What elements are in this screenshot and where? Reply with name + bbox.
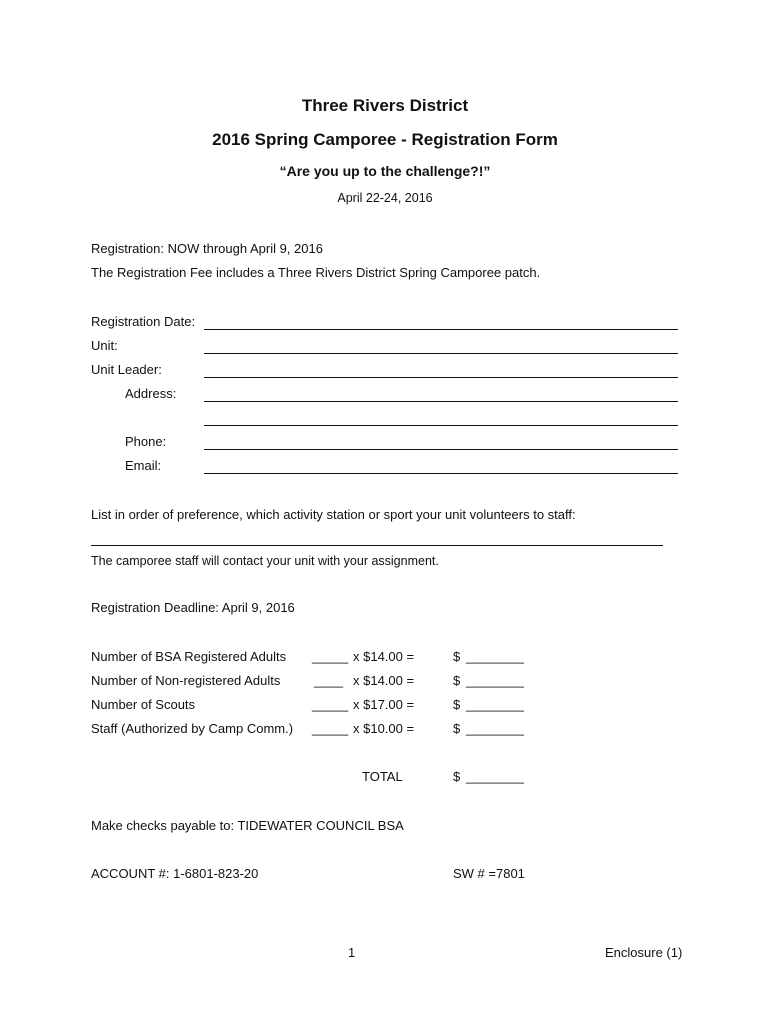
total-label: TOTAL	[362, 769, 403, 784]
sw-number: SW # =7801	[453, 866, 525, 881]
dollar-sign: $	[453, 649, 461, 664]
unit-label: Unit:	[91, 338, 118, 353]
fee-rate: x $17.00 =	[353, 697, 415, 712]
fee-note: The Registration Fee includes a Three Rivers District Spring Camporee patch.	[91, 265, 541, 280]
quantity-blank[interactable]: _____	[312, 697, 349, 712]
registration-deadline: Registration Deadline: April 9, 2016	[91, 600, 295, 615]
total-amount-blank[interactable]: ________	[466, 769, 524, 784]
fee-rate: x $14.00 =	[353, 673, 415, 688]
registration-date-label: Registration Date:	[91, 314, 196, 329]
payable-to: Make checks payable to: TIDEWATER COUNCIL BSA	[91, 818, 404, 833]
unit-leader-label: Unit Leader:	[91, 362, 162, 377]
form-title: 2016 Spring Camporee - Registration Form	[212, 130, 558, 149]
total-dollar-sign: $	[453, 769, 461, 784]
district-title: Three Rivers District	[301, 96, 469, 115]
enclosure-label: Enclosure (1)	[605, 945, 683, 960]
assignment-note: The camporee staff will contact your unit with your assignment.	[91, 554, 439, 568]
fee-label: Number of BSA Registered Adults	[91, 649, 287, 664]
quantity-blank[interactable]: ____	[314, 673, 343, 688]
fee-label: Number of Scouts	[91, 697, 196, 712]
quantity-blank[interactable]: _____	[312, 649, 349, 664]
dollar-sign: $	[453, 697, 461, 712]
address-label: Address:	[125, 386, 177, 401]
registration-period: Registration: NOW through April 9, 2016	[91, 241, 323, 256]
email-field[interactable]	[204, 473, 678, 474]
event-dates: April 22-24, 2016	[337, 191, 433, 205]
registration-date-field[interactable]	[204, 329, 678, 330]
address-field-line-2[interactable]	[204, 425, 678, 426]
phone-label: Phone:	[125, 434, 167, 449]
unit-field[interactable]	[204, 353, 678, 354]
address-field-line-1[interactable]	[204, 401, 678, 402]
tagline: “Are you up to the challenge?!”	[279, 163, 491, 179]
fee-rate: x $10.00 =	[353, 721, 415, 736]
amount-blank[interactable]: ________	[466, 721, 524, 736]
fee-label: Number of Non-registered Adults	[91, 673, 281, 688]
fee-rate: x $14.00 =	[353, 649, 415, 664]
account-number: ACCOUNT #: 1-6801-823-20	[91, 866, 259, 881]
page-number: 1	[348, 945, 356, 960]
amount-blank[interactable]: ________	[466, 649, 524, 664]
fee-label: Staff (Authorized by Camp Comm.)	[91, 721, 294, 736]
amount-blank[interactable]: ________	[466, 673, 524, 688]
dollar-sign: $	[453, 673, 461, 688]
quantity-blank[interactable]: _____	[312, 721, 349, 736]
dollar-sign: $	[453, 721, 461, 736]
amount-blank[interactable]: ________	[466, 697, 524, 712]
email-label: Email:	[125, 458, 162, 473]
phone-field[interactable]	[204, 449, 678, 450]
activity-preference-field[interactable]	[91, 545, 663, 546]
unit-leader-field[interactable]	[204, 377, 678, 378]
activity-prompt: List in order of preference, which activity station or sport your unit volunteers to staff:	[91, 507, 576, 522]
